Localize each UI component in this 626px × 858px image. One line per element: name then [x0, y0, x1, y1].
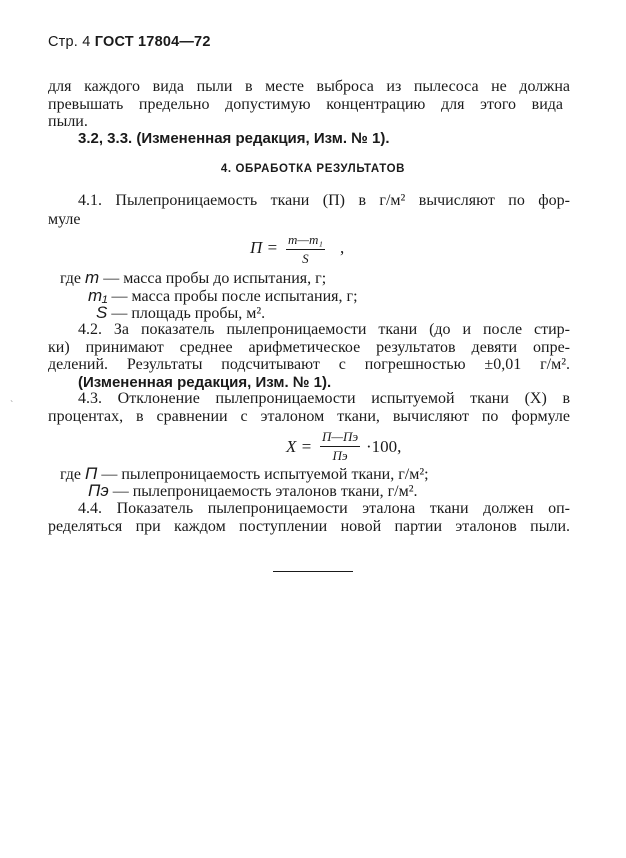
formula-1-fraction: [286, 232, 325, 267]
end-rule: [273, 571, 353, 572]
formula-2-numerator: П—Пэ: [320, 429, 360, 447]
symbol: m: [85, 268, 100, 287]
intro-line-2: превышать предельно допустимую концентрацию для этого вида: [48, 96, 563, 113]
formula-2-tail: ·100,: [366, 437, 402, 456]
p42-line-3: делений. Результаты подсчитывают с погрешностью ±0,01 г/м².: [48, 356, 570, 373]
p41-line-2: муле: [48, 211, 81, 228]
page-header: [48, 34, 211, 50]
p44-line-2: ределяться при каждом поступлении новой партии эталонов пыли.: [48, 518, 570, 535]
definition: — масса пробы после испытания, г;: [111, 288, 358, 305]
standard-number: ГОСТ 17804—72: [94, 34, 211, 50]
formula-1-tail: ,: [340, 238, 345, 257]
formula-1-denominator: S: [302, 251, 309, 266]
p43-line-1: 4.3. Отклонение пылепроницаемости испытуемой ткани (X) в: [78, 390, 570, 407]
where-prefix: где: [60, 466, 82, 483]
p41-line-1: 4.1. Пылепроницаемость ткани (П) в г/м² вычисляют по фор-: [78, 192, 570, 209]
intro-line-1: для каждого вида пыли в месте выброса из пылесоса не должна: [48, 78, 570, 95]
margin-mark: `: [10, 400, 14, 411]
where-prefix: где: [60, 270, 82, 287]
formula-1-numerator: m—m₁: [286, 232, 325, 250]
page-label: Стр. 4: [48, 34, 91, 50]
section-heading: 4. ОБРАБОТКА РЕЗУЛЬТАТОВ: [220, 163, 406, 175]
symbol: S: [96, 303, 108, 322]
symbol: Пэ: [88, 481, 109, 500]
definition: — пылепроницаемость эталонов ткани, г/м².: [112, 483, 418, 500]
formula-2-lhs: X =: [286, 437, 313, 456]
p42-line-1: 4.2. За показатель пылепроницаемости ткани (до и после стир-: [78, 321, 570, 338]
formula-1-lhs: П =: [250, 238, 278, 257]
formula-2-denominator: Пэ: [332, 448, 348, 463]
p42-amendment: (Измененная редакция, Изм. № 1).: [78, 374, 332, 391]
p44-line-1: 4.4. Показатель пылепроницаемости эталона ткани должен оп-: [78, 500, 570, 517]
definition: — масса пробы до испытания, г;: [103, 270, 327, 287]
p43-line-2: процентах, в сравнении с эталоном ткани, вычисляют по формуле: [48, 408, 570, 425]
intro-line-3: пыли.: [48, 113, 88, 130]
p42-line-2: ки) принимают среднее арифметическое результатов девяти опре-: [48, 339, 570, 356]
intro-amendment: 3.2, 3.3. (Измененная редакция, Изм. № 1).: [78, 130, 390, 147]
definition: — пылепроницаемость испытуемой ткани, г/м²;: [101, 466, 429, 483]
symbol: m₁: [88, 286, 108, 305]
definition: — площадь пробы, м².: [111, 305, 266, 322]
formula-2-fraction: [320, 429, 360, 464]
where2-row-2: [88, 482, 418, 501]
symbol: П: [85, 464, 98, 483]
